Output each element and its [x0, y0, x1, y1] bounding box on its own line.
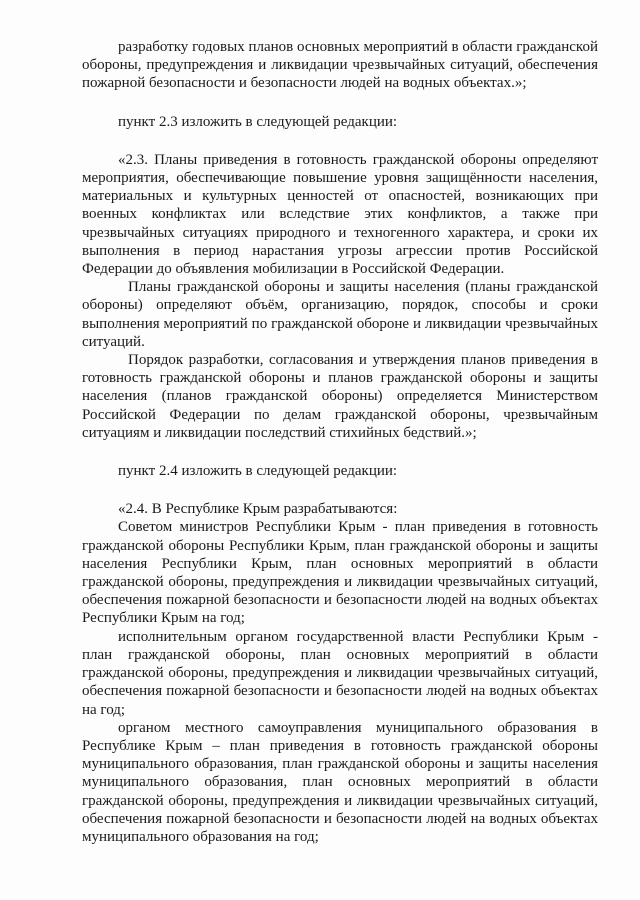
- paragraph-clause-2-4-intro: пункт 2.4 изложить в следующей редакции:: [118, 463, 398, 480]
- paragraph-development-procedure: Порядок разработки, согласования и утверждения планов приведения в готовность гражданской обороны и планов гражданской обороны и защиты населения (планов гражданской обороны) определяется Министерством Российской Федерации по делам гражданской обороны, чрезвычайным ситуациям и ликвидации последствий стихийных бедствий.»;: [82, 352, 598, 441]
- paragraph-clause-2-3: «2.3. Планы приведения в готовность гражданской обороны определяют мероприятия, обеспечивающие повышение уровня защищённости населения, материальных и культурных ценностей от опасностей, возникающих при военных конфликтах или вследствие этих конфликтов, а также при чрезвычайных ситуациях природного и техногенного характера, и сроки их выполнения в период нарастания угрозы агрессии против Российской Федерации до объявления мобилизации в Российской Федерации.: [82, 151, 598, 278]
- paragraph-civil-defense-plans: Планы гражданской обороны и защиты населения (планы гражданской обороны) определяют объём, организацию, порядок, способы и сроки выполнения мероприятий по гражданской обороне и ликвидации чрезвычайных ситуаций.: [82, 279, 598, 350]
- paragraph-council-of-ministers: Советом министров Республики Крым - план приведения в готовность гражданской обороны Республики Крым, план гражданской обороны и защиты населения Республики Крым, план основных мероприятий в области гражданской обороны, предупреждения и ликвидации чрезвычайных ситуаций, обеспечения пожарной безопасности и безопасности людей на водных объектах Республики Крым на год;: [82, 519, 598, 627]
- paragraph-local-government: органом местного самоуправления муниципального образования в Республике Крым – план приведения в готовность гражданской обороны муниципального образования, план гражданской обороны и защиты населения муниципального образования, план основных мероприятий в области гражданской обороны, предупреждения и ликвидации чрезвычайных ситуаций, обеспечения пожарной безопасности и безопасности людей на водных объектах муниципального образования на год;: [82, 719, 598, 845]
- document-body: [82, 38, 598, 846]
- paragraph-clause-2-3-intro: пункт 2.3 изложить в следующей редакции:: [118, 113, 398, 130]
- paragraph-annual-plans: разработку годовых планов основных мероприятий в области гражданской обороны, предупреждения и ликвидации чрезвычайных ситуаций, обеспечения пожарной безопасности и безопасности людей на водных объектах.»;: [82, 39, 598, 92]
- paragraph-clause-2-4: «2.4. В Республике Крым разрабатываются:: [118, 501, 398, 518]
- paragraph-executive-body: исполнительным органом государственной власти Республики Крым - план гражданской обороны, план основных мероприятий в области гражданской обороны, предупреждения и ликвидации чрезвычайных ситуаций, обеспечения пожарной безопасности и безопасности людей на водных объектах на год;: [82, 628, 598, 718]
